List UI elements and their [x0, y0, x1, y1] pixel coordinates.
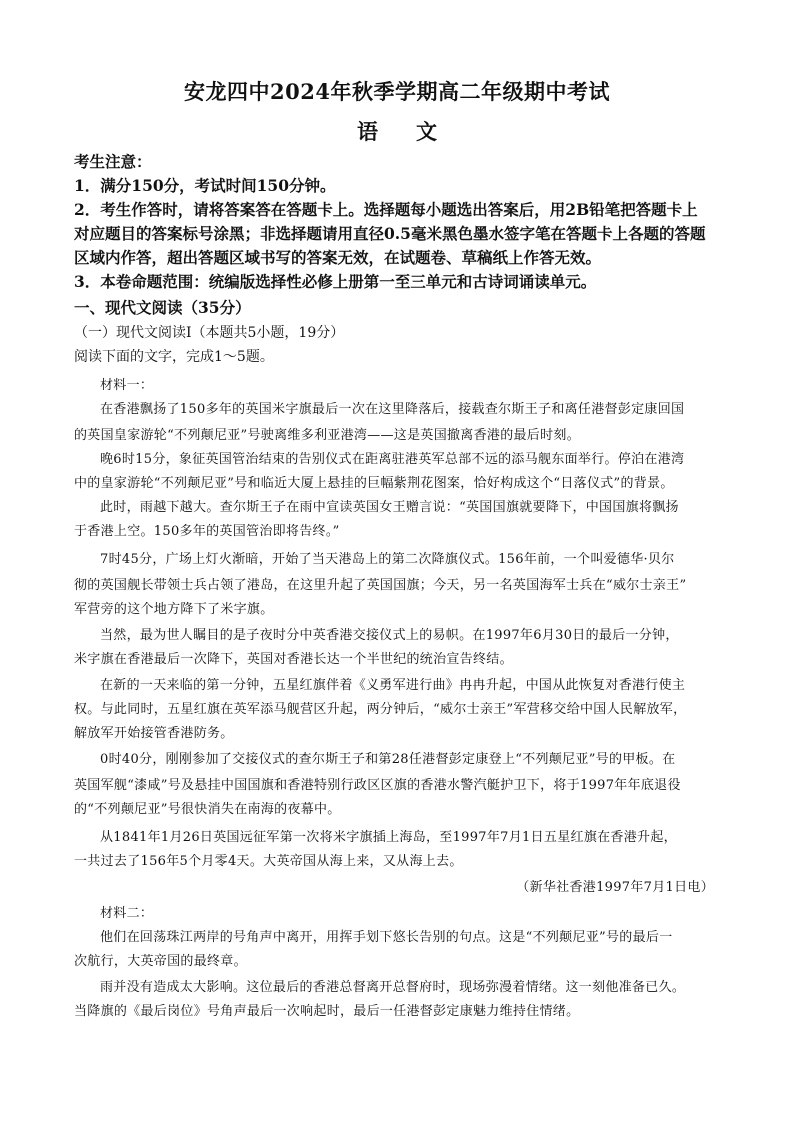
material-1-label: 材料一：: [100, 378, 154, 393]
material-line: 的“不列颠尼亚”号很快消失在南海的夜幕中。: [74, 802, 341, 817]
material-line: 0时40分，刚刚参加了交接仪式的查尔斯王子和第28任港督彭定康登上“不列颠尼亚”号的甲板。在: [100, 752, 676, 767]
material-line: 解放军开始接管香港防务。: [74, 726, 234, 741]
material-line: 中的皇家游轮“不列颠尼亚”号和临近大厦上悬挂的巨幅紫荆花图案，恰好构成这个“日落仪式”的背景。: [74, 476, 674, 491]
material-line: 的英国皇家游轮“不列颠尼亚”号驶离维多利亚港湾——这是英国撤离香港的最后时刻。: [74, 428, 580, 443]
material-line: 英国军舰“漆咸”号及悬挂中国国旗和香港特别行政区区旗的香港水警汽艇护卫下，将于1997年年底退役: [74, 778, 681, 793]
section-sub-heading: （一）现代文阅读Ⅰ（本题共5小题，19分）: [74, 325, 345, 341]
notice-item: 对应题目的答案标号涂黑；非选择题请用直径0.5毫米黑色墨水签字笔在答题卡上各题的答题: [74, 224, 706, 243]
material-line: 彻的英国舰长带领士兵占领了港岛，在这里升起了英国国旗；今天，另一名英国海军士兵在“威尔士亲王”: [74, 578, 687, 593]
material-line: 米字旗在香港最后一次降下，英国对香港长达一个半世纪的统治宣告终结。: [74, 652, 513, 667]
material-line: 在香港飘扬了150多年的英国米字旗最后一次在这里降落后，接载查尔斯王子和离任港督彭定康回国: [100, 402, 685, 417]
material-line: 当然，最为世人瞩目的是子夜时分中英香港交接仪式上的易帜。在1997年6月30日的最后一分钟，: [100, 628, 679, 643]
material-line: 一共过去了156年5个月零4天。大英帝国从海上来，又从海上去。: [74, 854, 463, 869]
subject-title: 语文: [357, 119, 475, 144]
material-line: 他们在回荡珠江两岸的号角声中离开，用挥手划下悠长告别的句点。这是“不列颠尼亚”号的最后一: [100, 930, 673, 945]
reading-instruction: 阅读下面的文字，完成1～5题。: [74, 349, 274, 365]
material-line: 晚6时15分，象征英国管治结束的告别仪式在距离驻港英军总部不远的添马舰东面举行。停泊在港湾: [100, 452, 685, 467]
notice-item: 区域内作答，超出答题区域书写的答案无效，在试题卷、草稿纸上作答无效。: [74, 248, 602, 267]
exam-title: 安龙四中2024年秋季学期高二年级期中考试: [184, 79, 610, 104]
material-line: 次航行，大英帝国的最终章。: [74, 954, 247, 969]
material-line: 于香港上空。150多年的英国管治即将告终。”: [74, 524, 340, 539]
material-line: 雨并没有造成太大影响。这位最后的香港总督离开总督府时，现场弥漫着情绪。这一刻他准备已久。: [100, 980, 686, 995]
notice-item: 2．考生作答时，请将答案答在答题卡上。选择题每小题选出答案后，用2B铅笔把答题卡上: [74, 200, 698, 219]
material-line: 当降旗的《最后岗位》号角声最后一次响起时，最后一任港督彭定康魅力维持住情绪。: [74, 1004, 580, 1019]
material-line: 军营旁的这个地方降下了米字旗。: [74, 602, 274, 617]
material-line: 从1841年1月26日英国远征军第一次将米字旗插上海岛，至1997年7月1日五星红旗在香港升起，: [100, 830, 677, 845]
material-source: （新华社香港1997年7月1日电）: [516, 880, 714, 895]
material-line: 此时，雨越下越大。查尔斯王子在雨中宣读英国女王赠言说：“英国国旗就要降下，中国国旗将飘扬: [100, 500, 679, 515]
material-line: 在新的一天来临的第一分钟，五星红旗伴着《义勇军进行曲》冉冉升起，中国从此恢复对香港行使主: [100, 678, 686, 693]
material-line: 7时45分，广场上灯火渐暗，开始了当天港岛上的第二次降旗仪式。156年前，一个叫爱德华·贝尔: [100, 552, 675, 567]
material-line: 权。与此同时，五星红旗在英军添马舰营区升起，两分钟后，“威尔士亲王”军营移交给中国人民解放军，: [74, 702, 687, 717]
notice-item: 1．满分150分，考试时间150分钟。: [74, 176, 336, 195]
notice-heading: 考生注意：: [74, 152, 152, 171]
notice-item: 3．本卷命题范围：统编版选择性必修上册第一至三单元和古诗词诵读单元。: [74, 272, 597, 291]
material-2-label: 材料二：: [100, 906, 154, 921]
section-heading: 一、现代文阅读（35分）: [74, 298, 251, 317]
